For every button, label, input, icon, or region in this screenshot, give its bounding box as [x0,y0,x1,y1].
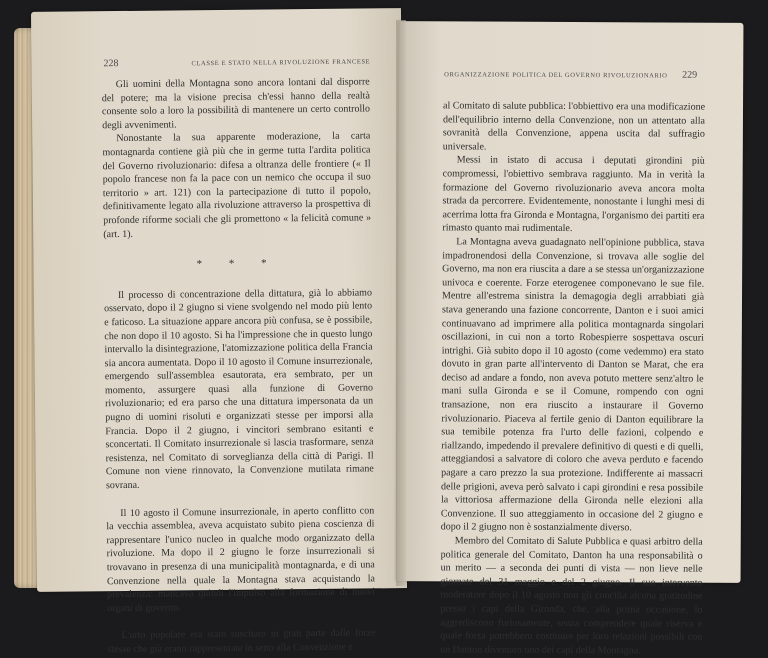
right-paragraph: Membro del Comitato di Salute Pubblica e quasi arbitro della politica generale del Comitato, Danton ha una responsabilità o un merito — a seconda dei punti di vista — non lieve nelle giornate del 31 maggio e del 2 giugno. Il suo intervento moderatore dopo il 10 agosto non gli concilia alcuna gratitudine presso i capi della Gironda, che, alla prima occasione, lo aggrediscono furiosamente, senza comprendere quale riserva e quale forza potrebbero costituire per loro relazioni possibili con un Danton diventato uno dei capi della Montagna. [440,535,703,657]
left-paragraph: Il 10 agosto il Comune insurrezionale, in aperto conflitto con la vecchia assemblea, aveva acquistato subito piena coscienza di rappresentare l'unico nucleo in qualche modo organizzato della rivoluzione. Ma dopo il 2 giugno le forze insurrezionali si trovavano in presenza di una municipalità montagnarda, e di una Convenzione nella quale la Montagna stava acquistando la prevalenza: mancava quindi l'impulso alla formazione di nuovi organi di governo. [106,505,376,614]
book-gutter [396,20,406,586]
left-page-number: 228 [103,58,119,70]
right-paragraph: Messi in istato di accusa i deputati girondini più compromessi, l'obiettivo sembrava raggiunto. Ma in verità la formazione del Governo rivoluzionario aveva ancora molta strada da percorrere. Evidentemente, nonostante i lunghi mesi di acerrima lotta fra Gironda e Montagna, l'organismo dei partiti era rimasto quanto mai rudimentale. [442,154,705,235]
right-paragraph: La Montagna aveva guadagnato nell'opinione pubblica, stava impadronendosi della Convenzione, si trovava alle soglie del Governo, ma non era riuscita a dare a se stessa un'organizzazione univoca e coerente. Forze eterogenee componevano le sue file. Mentre all'estrema sinistra la demagogia degli arrabbiati già stava generando una fazione concorrente, Danton e i suoi amici continuavano ad imprimere alla politica montagnarda singolari oscillazioni, in cui non a torto Robespierre sospettava oscuri intrighi. Già subito dopo il 10 agosto (come vedemmo) era stato dovuto in gran parte all'intervento di Danton se Marat, che era deciso ad andare a fondo, non aveva potuto mettere senz'altro le mani sulla Gironda e se il Comune, rompendo con ogni transazione, non era riuscito a instaurare il Governo rivoluzionario. Piaceva al fertile genio di Danton equilibrare la sua temibile potenza fra l'urto delle fazioni, colpendo e riallzando, impedendo il prevalere definitivo di questi e di quelli, atteggiandosi a salvatore di coloro che aveva perduto e facendo pagare a caro prezzo la sua protezione. Indifferente ai massacri delle prigioni, aveva però salvato i capi girondini e resa possibile la vittoriosa affermazione della Gironda nelle elezioni alla Convenzione. Il suo atteggiamento in occasione del 2 giugno e dopo il 2 giugno non è sostanzialmente diverso. [440,236,705,534]
left-body-text [102,75,376,656]
left-paragraph: L'urto popolare era stato suscitato in gran parte dalle forze stesse che già erano rappresentate in seno alla Convenzione e [107,627,376,656]
right-running-head [399,69,743,81]
right-paragraph: al Comitato di salute pubblica: l'obbiettivo era una modificazione dell'equilibrio interno della Convenzione, non un attentato alla sovranità della Convenzione, appena uscita dal suffragio universale. [442,100,706,153]
right-body-text [440,99,705,658]
left-paragraph: Il processo di concentrazione della dittatura, già lo abbiamo osservato, dopo il 2 giugno si viene svolgendo nel modo più lento e faticoso. La situazione appare ancora più confusa, se è possibile, che non dopo il 10 agosto. Si ha l'impressione che in questo lungo intervallo la disintegrazione, l'atomizzazione politica della Francia sia ancora aumentata. Dopo il 10 agosto il Comune insurrezionale, emergendo sull'assemblea esautorata, era sembrato, per un momento, assurgere quasi alla funzione di Governo rivoluzionario; ed era parso che una dittatura impersonata da un pugno di uomini risoluti e organizzati stesse per imporsi alla Francia. Dopo il 2 giugno, i vincitori sembrano esitanti e sconcertati. Il Comitato insurrezionale si lascia trasformare, senza resistenza, nel Comitato di sorveglianza della città di Parigi. Il Comune non viene rinnovato, la Convenzione mutilata rimane sovrana. [104,287,374,492]
left-paragraph: Gli uomini della Montagna sono ancora lontani dal disporre del potere; ma la visione precisa ch'essi hanno della realtà consente solo a loro la possibilità di mantenere un certo controllo degli avvenimenti. [101,76,371,131]
right-page [397,21,744,657]
left-page [31,8,407,656]
right-page-number: 229 [682,69,698,81]
left-running-head [31,58,401,70]
section-separator: * * * [196,257,279,271]
left-running-title: CLASSE E STATO NELLA RIVOLUZIONE FRANCESE [191,58,371,68]
left-paragraph: Nonostante la sua apparente moderazione, la carta montagnarda contiene già più che in germe tutta l'ardita politica del Governo rivoluzionario: difesa a oltranza delle frontiere (« Il popolo francese non fa la pace con un nemico che occupa il suo territorio » art. 121) con la partecipazione di tutto il popolo, definitivamente legato alla rivoluzione attraverso la prospettiva di profonde riforme sociali che gli promettono « la felicità comune » (art. 1). [102,130,372,240]
right-running-title: ORGANIZZAZIONE POLITICA DEL GOVERNO RIVOLUZIONARIO [444,71,668,80]
